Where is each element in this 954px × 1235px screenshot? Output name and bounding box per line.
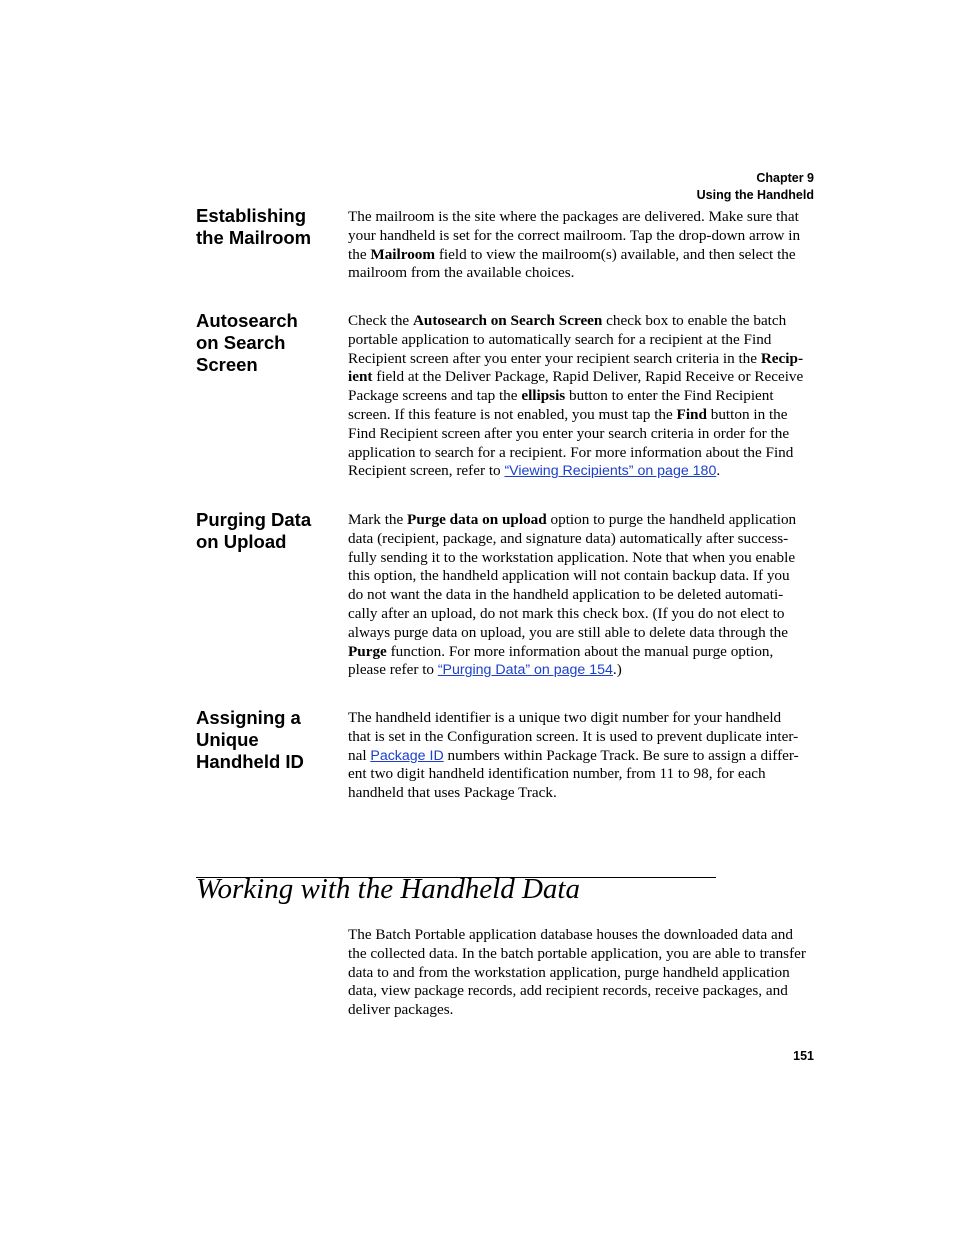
section-heading: Purging Data on Upload xyxy=(196,509,312,552)
section-body: The handheld identifier is a unique two digit number for your handheld that is set in the Configuration screen. It is used to prevent duplicate inter- nal Package ID numbers within Package Track. Be sure to assign a differ- ent two digit handheld identification number, from 11 to 98, for each handheld that uses Package Track. xyxy=(348,709,799,802)
section-body: The mailroom is the site where the packages are delivered. Make sure that your handheld is set for the correct mailroom. Tap the drop-down arrow in the Mailroom field to view the mailroom(s) available, and then select the mailroom from the available choices. xyxy=(348,208,801,282)
section-body: The Batch Portable application database houses the downloaded data and the collected data. In the batch portable application, you are able to transfer data to and from the workstation application, purge handheld application data, view package records, add recipient records, receive packages, and deliver packages. xyxy=(348,926,806,1019)
chapter-number: Chapter 9 xyxy=(756,171,814,185)
chapter-name: Using the Handheld xyxy=(696,187,814,202)
link-package-id[interactable]: Package ID xyxy=(370,747,444,764)
section-heading: Establishing the Mailroom xyxy=(196,205,312,248)
section-heading: Autosearch on Search Screen xyxy=(196,310,298,375)
chapter-section-title: Working with the Handheld Data xyxy=(196,873,580,905)
section-body: Mark the Purge data on upload option to purge the handheld application data (recipient, package, and signature data) automatically after success- fully sending it to the workstation application. Note that when you enable this option, the handheld application will not contain backup data. If you do not want the data in the handheld application to be deleted automati- cally after an upload, do not mark this check box. (If you do not elect to always purge data on upload, you are still able to delete data through the Purge function. For more information about the manual purge option, please refer to “Purging Data” on page 154.) xyxy=(348,511,797,679)
link-purging-data[interactable]: “Purging Data” on page 154 xyxy=(437,662,613,679)
section-heading: Assigning a Unique Handheld ID xyxy=(196,707,304,772)
section-body: Check the Autosearch on Search Screen check box to enable the batch portable application to automatically search for a recipient at the Find Recipient screen after you enter your recipient search criteria in the Recip- ient field at the Deliver Package, Rapid Deliver, Rapid Receive or Receive Package screens and tap the ellipsis button to enter the Find Recipient screen. If this feature is not enabled, you must tap the Find button in the Find Recipient screen after you enter your search criteria in order for the application to search for a recipient. For more information about the Find Recipient screen, refer to “Viewing Recipients” on page 180. xyxy=(348,312,804,480)
link-viewing-recipients[interactable]: “Viewing Recipients” on page 180 xyxy=(504,463,717,480)
page-number: 151 xyxy=(793,1049,814,1063)
running-header xyxy=(697,170,814,203)
